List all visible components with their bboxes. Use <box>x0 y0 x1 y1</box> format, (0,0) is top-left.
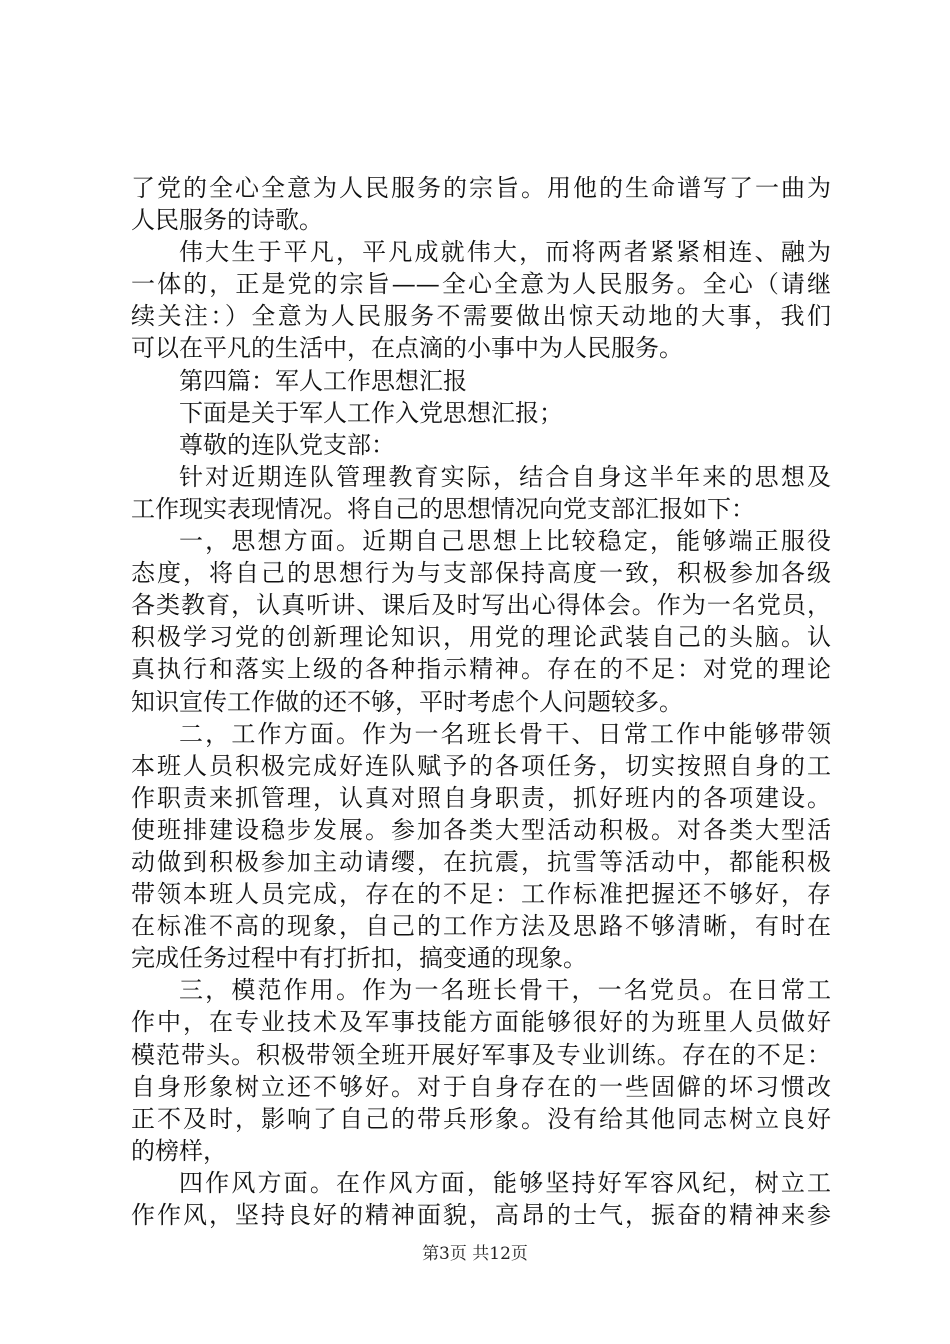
text-line: 在标准不高的现象，自己的工作方法及思路不够清晰，有时在 <box>131 912 831 941</box>
page-number-footer: 第3页 共12页 <box>422 1244 528 1264</box>
text-line: 模范带头。积极带领全班开展好军事及专业训练。存在的不足： <box>131 1040 831 1069</box>
text-line: 一，思想方面。近期自己思想上比较稳定，能够端正服役 <box>179 527 831 556</box>
text-line: 伟大生于平凡，平凡成就伟大，而将两者紧紧相连、融为 <box>179 238 831 267</box>
text-line: 完成任务过程中有打折扣，搞变通的现象。 <box>131 944 587 973</box>
text-line: 尊敬的连队党支部： <box>179 430 395 459</box>
text-line: 使班排建设稳步发展。参加各类大型活动积极。对各类大型活 <box>131 815 831 844</box>
text-line: 工作现实表现情况。将自己的思想情况向党支部汇报如下： <box>131 494 755 523</box>
text-line: 作中，在专业技术及军事技能方面能够很好的为班里人员做好 <box>131 1008 831 1037</box>
text-line: 积极学习党的创新理论知识，用党的理论武装自己的头脑。认 <box>131 623 831 652</box>
text-line: 了党的全心全意为人民服务的宗旨。用他的生命谱写了一曲为 <box>131 174 831 202</box>
text-line: 正不及时，影响了自己的带兵形象。没有给其他同志树立良好 <box>131 1104 831 1133</box>
text-line: 四作风方面。在作风方面，能够坚持好军容风纪，树立工 <box>179 1168 831 1197</box>
text-line: 动做到积极参加主动请缨，在抗震，抗雪等活动中，都能积极 <box>131 847 831 876</box>
text-line: 作作风，坚持良好的精神面貌，高昂的士气，振奋的精神来参 <box>131 1201 831 1229</box>
text-line: 自身形象树立还不够好。对于自身存在的一些固僻的坏习惯改 <box>131 1072 831 1101</box>
text-line: 下面是关于军人工作入党思想汇报； <box>179 398 563 427</box>
text-line: 人民服务的诗歌。 <box>131 206 323 235</box>
text-line: 一体的，正是党的宗旨——全心全意为人民服务。全心（请继 <box>131 270 831 299</box>
text-line: 态度，将自己的思想行为与支部保持高度一致，积极参加各级 <box>131 559 831 588</box>
text-line: 知识宣传工作做的还不够，平时考虑个人问题较多。 <box>131 687 683 716</box>
text-line: 真执行和落实上级的各种指示精神。存在的不足：对党的理论 <box>131 655 831 684</box>
text-line: 各类教育，认真听讲、课后及时写出心得体会。作为一名党员， <box>131 591 831 620</box>
text-line: 二，工作方面。作为一名班长骨干、日常工作中能够带领 <box>179 719 831 748</box>
text-line: 作职责来抓管理，认真对照自身职责，抓好班内的各项建设。 <box>131 783 831 812</box>
text-line: 带领本班人员完成，存在的不足：工作标准把握还不够好，存 <box>131 880 831 909</box>
text-line: 第四篇：军人工作思想汇报 <box>179 366 467 395</box>
document-body <box>131 172 831 1231</box>
text-line: 可以在平凡的生活中，在点滴的小事中为人民服务。 <box>131 334 683 363</box>
text-line: 针对近期连队管理教育实际，结合自身这半年来的思想及 <box>179 462 831 491</box>
text-line: 本班人员积极完成好连队赋予的各项任务，切实按照自身的工 <box>131 751 831 780</box>
text-line: 的榜样， <box>131 1136 227 1165</box>
text-line: 三，模范作用。作为一名班长骨干，一名党员。在日常工 <box>179 976 831 1005</box>
text-line: 续关注：）全意为人民服务不需要做出惊天动地的大事，我们 <box>131 302 831 331</box>
